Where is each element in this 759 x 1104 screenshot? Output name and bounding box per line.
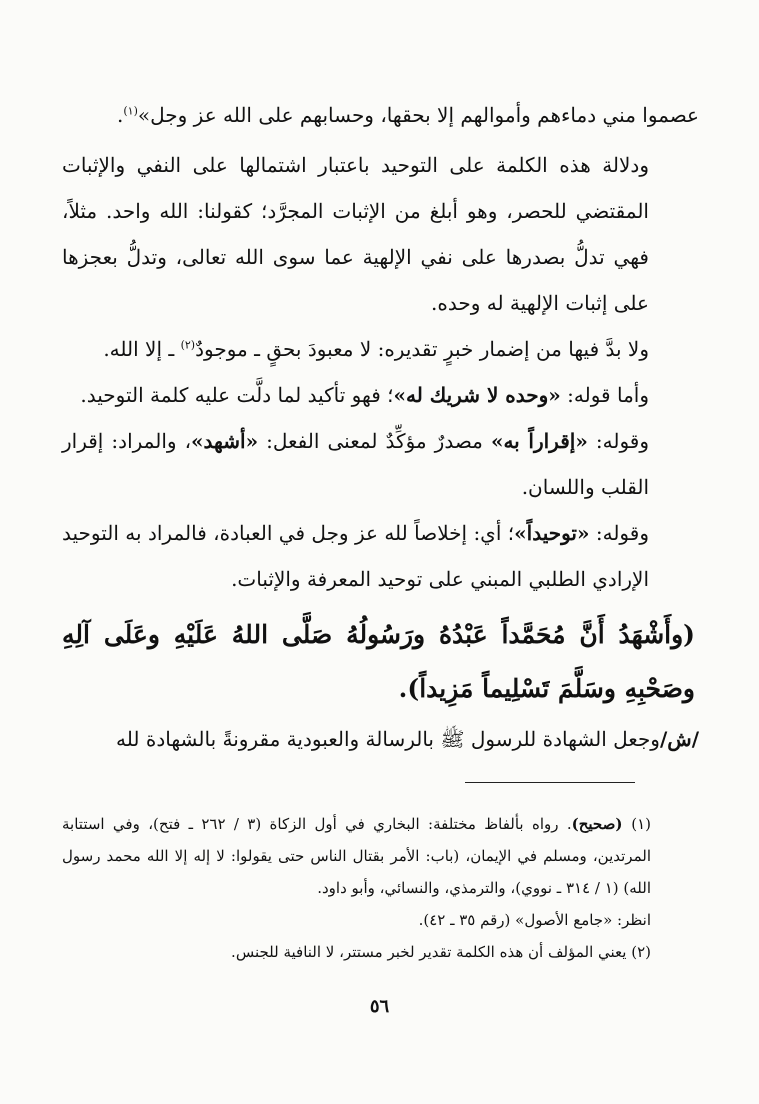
paragraph-wahdahu: وأما قوله: «وحده لا شريك له»؛ فهو تأكيد لما دلَّت عليه كلمة التوحيد.: [80, 383, 649, 407]
footnotes: [62, 808, 699, 968]
footnote-2: (٢) يعني المؤلف أن هذه الكلمة تقدير لخبر مستتر، لا النافية للجنس.: [231, 943, 651, 961]
page-number: ٥٦: [369, 996, 390, 1017]
footnote-1-ref: انظر: «جامع الأصول» (رقم ٣٥ ـ ٤٢).: [418, 911, 651, 929]
paragraph-iqraran: وقوله: «إقراراً به» مصدرٌ مؤكِّدٌ لمعنى الفعل: «أشهد»، والمراد: إقرار القلب واللسان.: [62, 429, 649, 499]
paragraph-tawhid-meaning: ودلالة هذه الكلمة على التوحيد باعتبار اشتمالها على النفي والإثبات المقتضي للحصر، وهو أبلغ من الإثبات المجرَّد؛ كقولنا: الله واحد. مثلاً، فهي تدلُّ بصدرها على نفي الإلهية عما سوى الله تعالى، وتدلُّ بعجزها على إثبات الإلهية له وحده.: [62, 153, 649, 315]
footnote-ref-1: (١): [123, 104, 138, 118]
quoted-phrase: «وحده لا شريك له»: [393, 383, 561, 407]
hadith-grade: (صحيح): [571, 815, 632, 833]
footnote-ref-2: (٢): [180, 338, 196, 352]
sharh-marker: /ش/: [659, 727, 699, 751]
matn-text: (وأَشْهَدُ أَنَّ مُحَمَّداً عَبْدُهُ ورَسُولُهُ صَلَّى اللهُ عَلَيْهِ وعَلَى آلِهِ وصَحْبِهِ وسَلَّمَ تَسْلِيماً مَزِيداً).: [62, 620, 695, 703]
quoted-phrase: «توحيداً»: [514, 521, 590, 545]
quoted-phrase: «أشهد»: [191, 429, 259, 453]
paragraph-implied-predicate: ولا بدَّ فيها من إضمار خبرٍ تقديره: لا معبودَ بحقٍ ـ موجودٌ$^{(٢)}$ ـ إلا الله.: [103, 337, 649, 361]
footnote-divider: [465, 782, 635, 783]
paragraph-sharh: /ش/وجعل الشهادة للرسول ﷺ بالرسالة والعبودية مقرونةً بالشهادة لله: [116, 727, 699, 751]
main-text: [62, 92, 699, 762]
quoted-phrase: «إقراراً به»: [490, 429, 588, 453]
paragraph-tawhidan: وقوله: «توحيداً»؛ أي: إخلاصاً لله عز وجل في العبادة، فالمراد به التوحيد الإرادي الطلبي المبني على توحيد المعرفة والإثبات.: [62, 521, 649, 591]
footnote-1: (١) (صحيح). رواه بألفاظ مختلفة: البخاري في أول الزكاة (٣ / ٢٦٢ ـ فتح)، وفي استتابة المرتدين، ومسلم في الإيمان، (باب: الأمر بقتال الناس حتى يقولوا: لا إله إلا الله محمد رسول الله) (١ / ٣١٤ ـ نووي)، والترمذي، والنسائي، وأبو داود.: [62, 815, 652, 897]
paragraph-hadith-end: عصموا مني دماءهم وأموالهم إلا بحقها، وحسابهم على الله عز وجل»$^{(١)}$.: [117, 103, 699, 127]
